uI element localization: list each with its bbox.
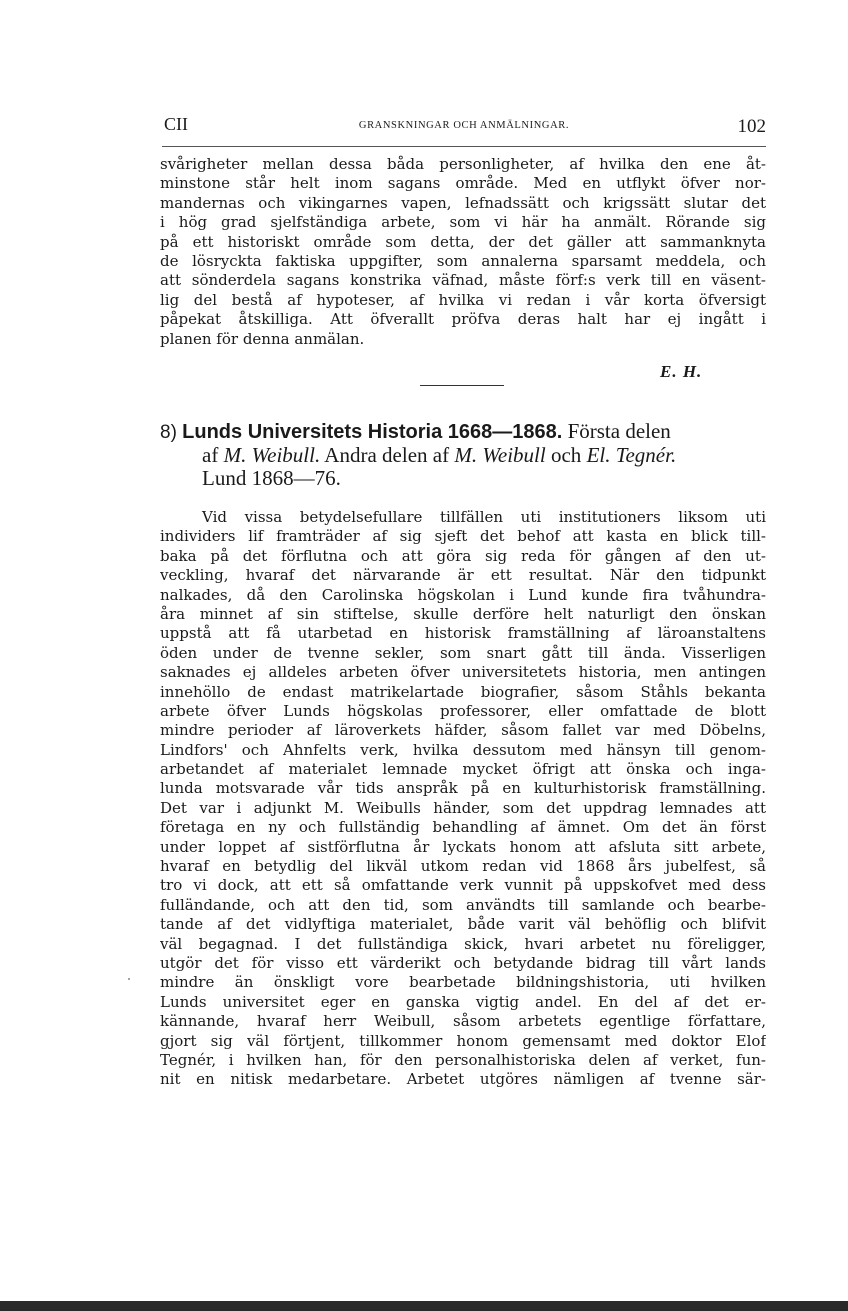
paragraph-continuation (160, 155, 766, 349)
text-line: hvaraf en betydlig del likväl utkom redan vid 1868 års jubelfest, så (160, 857, 766, 876)
text-line: fulländande, och att den tid, som användts till samlande och bearbe- (160, 895, 766, 914)
text-line: tande af det vidlyftiga materialet, både varit väl behöflig och blifvit (160, 915, 766, 934)
author-name: M. Weibull (454, 443, 546, 467)
roman-page-number: CII (164, 114, 188, 134)
text-line: planen för denna anmälan. (160, 329, 365, 348)
text-line: baka på det förflutna och att göra sig reda för gången af den ut- (160, 546, 766, 565)
text-line: saknades ej alldeles arbeten öfver universitetets historia, men antingen (160, 663, 766, 682)
text-line: att sönderdela sagans konstrika väfnad, måste förf:s verk till en väsent- (160, 271, 766, 290)
author-name: M. Weibull. (223, 443, 321, 467)
text-line: arbete öfver Lunds högskolas professorer, eller omfattade de blott (160, 701, 766, 720)
book-title: Lunds Universitets Historia 1668—1868. (182, 421, 563, 443)
text-line: mandernas och vikingarnes vapen, lefnadssätt och krigssätt slutar det (160, 193, 766, 212)
heading-line (160, 444, 770, 467)
text-line: Tegnér, i hvilken han, för den personalhistoriska delen af verket, fun- (160, 1050, 766, 1069)
margin-speck (128, 978, 130, 980)
text-line: veckling, hvaraf det närvarande är ett resultat. När den tidpunkt (160, 566, 766, 585)
entry-number: 8) (160, 422, 177, 443)
section-divider (420, 385, 504, 386)
header-rule (162, 146, 766, 147)
text-line: mindre perioder af läroverkets häfder, såsom fallet var med Döbelns, (160, 721, 766, 740)
heading-line (160, 420, 770, 444)
arabic-page-number: 102 (737, 116, 766, 137)
author-signature: E. H. (660, 362, 703, 381)
imprint: Lund 1868—76. (202, 466, 341, 490)
text-line: individers lif framträder af sig sjeft det behof att kasta en blick till- (160, 527, 766, 546)
text-line: mindre än önskligt vore bearbetade bildningshistoria, uti hvilken (160, 973, 766, 992)
text-line: nit en nitisk medarbetare. Arbetet utgöres nämligen af tvenne sär- (160, 1070, 766, 1089)
text-line: uppstå att få utarbetad en historisk framställning af läroanstaltens (160, 624, 766, 643)
author-name: El. Tegnér. (586, 443, 677, 467)
text-line: väl begagnad. I det fullständiga skick, hvari arbetet nu föreligger, (160, 934, 766, 953)
text-line: åra minnet af sin stiftelse, skulle derföre helt naturligt den önskan (160, 604, 766, 623)
text-line: Lindfors' och Ahnfelts verk, hvilka dessutom med hänsyn till genom- (160, 740, 766, 759)
text-line: påpekat åtskilliga. Att öfverallt pröfva deras halt har ej ingått i (160, 310, 766, 329)
page-header (162, 114, 766, 140)
text-line: Det var i adjunkt M. Weibulls händer, som det uppdrag lemnades att (160, 798, 766, 817)
text-line: företaga en ny och fullständig behandling af ämnet. Om det än först (160, 818, 766, 837)
text-line: på ett historiskt område som detta, der det gäller att sammanknyta (160, 232, 766, 251)
text-line: lunda motsvarade vår tids anspråk på en kulturhistorisk framställning. (160, 779, 766, 798)
scan-bottom-edge (0, 1301, 848, 1311)
text-line: innehöllo de endast matrikelartade biografier, såsom Ståhls bekanta (160, 682, 766, 701)
text-line: Vid vissa betydelsefullare tillfällen uti institutioners liksom uti (202, 508, 766, 526)
text-line: utgör det för visso ett värderikt och betydande bidrag till vårt lands (160, 953, 766, 972)
text-line: gjort sig väl förtjent, tillkommer honom gemensamt med doktor Elof (160, 1031, 766, 1050)
text-line: de lösryckta faktiska uppgifter, som annalerna sparsamt meddela, och (160, 251, 766, 270)
text-line: arbetandet af materialet lemnade mycket öfrigt att önska och inga- (160, 760, 766, 779)
text-line: under loppet af sistförflutna år lyckats honom att afsluta sitt arbete, (160, 837, 766, 856)
text-line: minstone står helt inom sagans område. Med en utflykt öfver nor- (160, 174, 766, 193)
text-line: tro vi dock, att ett så omfattande verk vunnit på uppskofvet med dess (160, 876, 766, 895)
text-line: i hög grad sjelfständiga arbete, som vi här ha anmält. Rörande sig (160, 213, 766, 232)
text-line: Lunds universitet eger en ganska vigtig andel. En del af det er- (160, 992, 766, 1011)
part1-prefix: af (202, 443, 224, 467)
part1-label: Första delen (562, 419, 671, 443)
review-body-paragraph (160, 508, 766, 1090)
running-title: GRANSKNINGAR OCH ANMÄLNINGAR. (358, 120, 570, 131)
text-line: kännande, hvaraf herr Weibull, såsom arbetets egentlige författare, (160, 1012, 766, 1031)
text-line: svårigheter mellan dessa båda personligheter, af hvilka den ene åt- (160, 155, 766, 173)
text-line: nalkades, då den Carolinska högskolan i Lund kunde fira tvåhundra- (160, 585, 766, 604)
text-line: öden under de tvenne sekler, som snart gått till ända. Visserligen (160, 643, 766, 662)
text-line: lig del bestå af hypoteser, af hvilka vi redan i vår korta öfversigt (160, 290, 766, 309)
part2-label: Andra delen af (320, 443, 455, 467)
conjunction: och (545, 443, 587, 467)
review-entry-heading (160, 420, 770, 490)
